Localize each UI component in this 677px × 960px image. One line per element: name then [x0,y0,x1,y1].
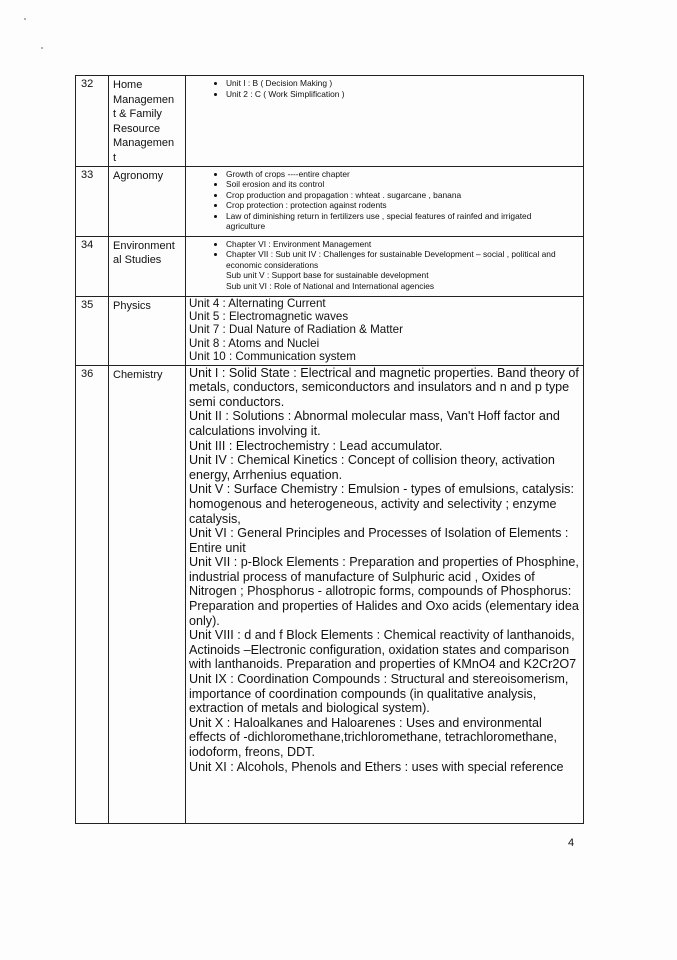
unit-line: Unit VI : General Principles and Processes of Isolation of Elements : Entire unit [189,526,569,555]
topic-list [186,76,583,99]
unit-line: Unit II : Solutions : Abnormal molecular mass, Van't Hoff factor and calculations involving it. [189,409,560,438]
row-number: 32 [76,76,109,167]
unit-line: Unit IX : Coordination Compounds : Structural and stereoisomerism, importance of coordination compounds (in qualitative analysis, extraction of metals and biological system). [189,672,569,716]
unit-line: Unit X : Haloalkanes and Haloarenes : Uses and environmental effects of -dichloromethane,trichloromethane, tetrachloromethane, iodoform, freons, DDT. [189,715,557,759]
subject-line: Agronomy [113,169,164,182]
unit-line: Unit 8 : Atoms and Nuclei [189,336,320,350]
subject-cell [109,296,186,365]
unit-line: Unit 5 : Electromagnetic waves [189,309,349,323]
topic-list [186,167,583,232]
units-cell [186,296,584,365]
subject-line: Environment [113,239,175,252]
unit-list [186,297,583,364]
topic-item: • Unit I : B ( Decision Making ) [226,78,583,89]
table-row [76,76,584,167]
topics-cell [186,166,584,236]
subject-cell [109,166,186,236]
subject-line: Resource [113,122,161,135]
unit-line: semi conductors. [189,394,285,409]
table-row [76,296,584,365]
row-number: 36 [76,365,109,823]
unit-line: Unit XI : Alcohols, Phenols and Ethers : uses with special reference [189,759,564,774]
subject-cell [109,365,186,823]
topic-item: • Crop protection : protection against rodents [226,200,583,211]
units-cell [186,365,584,823]
subject-line: Chemistry [113,368,163,381]
subunit-line: Sub unit V : Support base for sustainable development [226,270,429,281]
subject-line: Managemen [113,93,175,106]
subject-cell [109,236,186,296]
unit-line: Unit I : Solid State : Electrical and magnetic properties. Band theory of metals, conductors, semiconductors and insulators and n and p type [189,365,579,395]
subject-line: Managemen [113,137,175,150]
unit-line: Unit III : Electrochemistry : Lead accumulator. [189,438,443,453]
subunit-line: Sub unit VI : Role of National and International agencies [226,280,435,291]
unit-list [186,366,583,821]
topic-item: • Chapter VII : Sub unit IV : Challenges for sustainable Development – social , political and economic considerations [226,249,583,270]
topics-cell [186,236,584,296]
topics-cell [186,76,584,167]
topic-item: • Law of diminishing return in fertilizers use , special features of rainfed and irrigated agriculture [226,211,583,232]
subject-cell [109,76,186,167]
unit-line: Unit V : Surface Chemistry : Emulsion - types of emulsions, catalysis: homogenous and heterogeneous, activity and selectivity ; enzyme catalysis, [189,482,574,526]
topic-item: • Soil erosion and its control [226,179,583,190]
page-number: 4 [568,837,575,849]
unit-line: Unit 10 : Communication system [189,350,356,364]
syllabus-table [75,75,584,824]
table-row [76,236,584,296]
unit-line: Unit 4 : Alternating Current [189,296,326,310]
topic-item: • Unit 2 : C ( Work Simplification ) [226,89,583,100]
subject-line: al Studies [113,254,162,267]
row-number: 34 [76,236,109,296]
scan-speck [41,47,43,49]
topic-list [186,237,583,271]
unit-line: Unit IV : Chemical Kinetics : Concept of collision theory, activation energy, Arrhenius equation. [189,453,555,482]
subject-line: Home [113,79,143,91]
unit-line: Unit VIII : d and f Block Elements : Chemical reactivity of lanthanoids, Actinoids –Electronic configuration, oxidation states and comparison with lanthanoids. Preparation and properties of KMnO4 and K2Cr2O7 [189,628,577,672]
topic-item: • Chapter VI : Environment Management [226,239,583,250]
subject-line: t & Family [113,108,162,121]
topic-item: • Crop production and propagation : whteat . sugarcane , banana [226,190,583,201]
table-row [76,365,584,823]
unit-line: Unit VII : p-Block Elements : Preparation and properties of Phosphine, [189,555,579,570]
scan-speck [24,18,26,20]
topic-item: • Growth of crops ----entire chapter [226,169,583,180]
subject-line: Physics [113,299,151,312]
row-number: 33 [76,166,109,236]
unit-line: Unit 7 : Dual Nature of Radiation & Matter [189,323,403,337]
unit-line: industrial process of manufacture of Sulphuric acid , Oxides of Nitrogen ; Phosphorus - allotropic forms, compounds of Phosphorus: Preparation and properties of Halides and Oxo acids (elementary idea only). [189,569,579,628]
row-number: 35 [76,296,109,365]
subject-line: t [113,151,117,164]
table-row [76,166,584,236]
